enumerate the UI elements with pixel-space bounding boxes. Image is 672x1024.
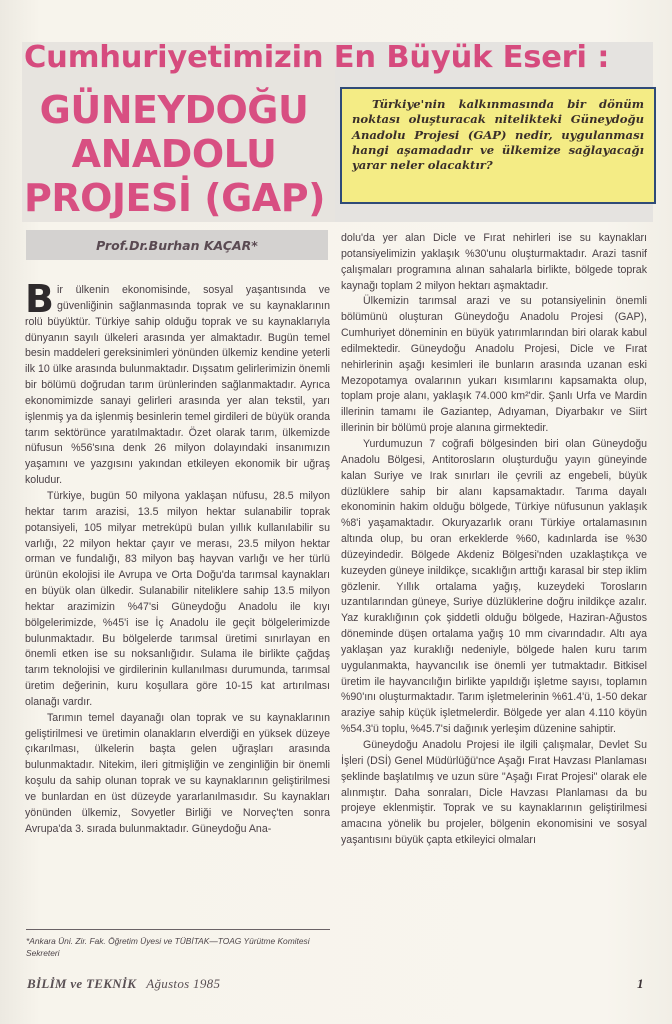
paragraph: dolu'da yer alan Dicle ve Fırat nehirleri ise su kaynakları potansiyelimizin yaklaşık %30'unu oluşturmaktadır. Arazi tasnif çalışmaları programına alınan sahalarla birlikte, bölgede toprak kaynağı toplam 2 milyon hektarı aşmaktadır. [341,232,647,292]
super-title: Cumhuriyetimizin En Büyük Eseri : [24,40,610,75]
footer-magazine [27,976,220,992]
left-column [25,277,330,838]
magazine-name: BİLİM ve TEKNİK [27,976,137,991]
drop-cap: B [25,277,54,321]
paragraph: Türkiye, bugün 50 milyona yaklaşan nüfusu, 28.5 milyon hektar tarım arazisi, 13.5 milyon hektar sulanabilir toprak potansiyeli, 105 milyar metreküpü bulan yıllık kullanılabilir su varlığı, 22 milyon hektar çayır ve merası, 23.5 milyon hektar orman ve fundalığı, 83 milyon baş hayvan varlığı ve her türlü ürünün ekolojisi ile Avrupa ve Orta Doğu'da tarımsal kaynakları en büyük olan ülkedir. Sulanabilir niteliklere sahip 13.5 milyon hektar arazimizin %47'si Güneydoğu Anadolu ile kıyı bölgelerimizde, %45'i ise İç Anadolu ile geçit bölgelerimizde bulunmaktadır. Bu bölgelerde tarımsal üretimi sınırlayan en önemli etken ise su noksanlığıdır. Sulama ile birlikte çağdaş tarım teknolojisi ve girdilerinin kullanılması durumunda, tarımsal üretim değerinin, kuru koşullara göre 10-15 kat artırılması olanağı vardır. [25,489,330,708]
footnote-divider [26,929,330,930]
author-byline: Prof.Dr.Burhan KAÇAR* [96,238,258,253]
main-title-line-1: GÜNEYDOĞU [39,88,309,132]
intro-box: Türkiye'nin kalkınmasında bir dönüm noktası oluşturacak nitelikteki Güneydoğu Anadolu Projesi (GAP) nedir, uygulanması hangi aşamadadır ve ülkemize sağlayacağı yarar neler olacaktır? [340,87,656,204]
footnote: *Ankara Üni. Zir. Fak. Öğretim Üyesi ve TÜBİTAK—TOAG Yürütme Komitesi Sekreteri [26,936,310,958]
right-column [341,231,647,849]
paragraph: Tarımın temel dayanağı olan toprak ve su kaynaklarının geliştirilmesi ve üretimin olanakların elverdiği en yüksek düzeye çıkarılması, ülkelerin başta gelen uğraşları arasında bulunmaktadır. Nitekim, ileri gitmişliğin ve zenginliğin bir önemli koşulu da sahip olunan toprak ve su kaynaklarının geliştirilmesi ve bunlardan en üst düzeyde yararlanılmasıdır. Su kaynakları yönünden ülkemiz, Sovyetler Birliği ve Norveç'ten sonra Avrupa'da 3. sırada bulunmaktadır. Güneydoğu Ana- [25,711,330,835]
main-title-line-3: PROJESİ (GAP) [24,176,325,220]
paragraph: Yurdumuzun 7 coğrafi bölgesinden biri olan Güneydoğu Anadolu Bölgesi, Antitorosların oluşturduğu yayın güneyinde kalan Suriye ve Irak sınırları ile çevrili az engebeli, büyük düzlüklere sahip bir alanı kapsamaktadır. Tarıma dayalı ekonominin hakim olduğu bölgede, Türkiye nüfusunun yaklaşık %8'i yaşamaktadır. Okuryazarlık oranı Türkiye ortalamasının altında olup, bu oran erkeklerde %60, kadınlarda ise %30 düzeyindedir. Bölgede Akdeniz Bölgesi'nden uzaklaştıkça ve kuzeyden güneye inildikçe, sıcaklığın arttığı karasal bir step iklim gözlenir. Yıllık ortalama yağış, kuzeydeki Torosların uzantılarından güneye, Suriye düzlüklerine doğru inildikçe azalır. Yaz kuraklığının çok şiddetli olduğu bölgede, Haziran-Ağustos döneminde düşen ortalama yağış 10 mm civarındadır. Altı aya yaklaşan yaz kuraklığı nedeniyle, bölgede halen kuru tarım uygulanmakta, hayvancılık ise önemli yer tutmaktadır. Bitkisel üretim ile hayvancılığın birlikte yapıldığı işletme sayısı, toplamın %90'ını oluşturmaktadır. Tarım işletmelerinin %61.4'ü, 1-50 dekar araziye sahip küçük işletmelerdir. Bölgede yer alan 4.110 köyün %54.3'ü toplu, %45.7'si dağınık yerleşim düzenine sahiptir. [341,437,647,736]
paragraph-text: ir ülkenin ekonomisinde, sosyal yaşantısında ve güvenliğinin sağlanmasında toprak ve su kaynaklarının rolü büyüktür. Türkiye sahip olduğu toprak ve su kaynaklarıyla dünyanın sayılı ülkeleri arasında yer almaktadır. Bugün temel besin maddeleri gereksinimleri yönünden ülkemiz kendine yeterli ilk 10 ülke arasında bulunmaktadır. Dışsatım gelirlerimizin önemli bir bölümü doğrudan tarım ürünlerinden sağlanmaktadır. Ayrıca ekonomimizde sanayi gelirleri arasında yer alan tekstil, yarı işlenmiş ya da işlenmiş besinlerin temel girdileri de büyük oranda tarım sektörünce yaratılmaktadır. Özet olarak tarım, ülkemizde nüfusun %56'sına denk 26 milyon dolayındaki insanımızın yaşamını ve yazgısını yakından etkileyen ekonomik bir uğraş koludur. [25,284,330,487]
main-title [24,88,324,220]
main-title-line-2: ANADOLU [71,132,277,176]
issue-date: Ağustos 1985 [146,976,221,991]
paragraph: Ülkemizin tarımsal arazi ve su potansiyelinin önemli bölümünü oluşturan Güneydoğu Anadolu Projesi (GAP), Cumhuriyet döneminin en büyük yatırımlarından biri olarak kabul edilmektedir. Güneydoğu Anadolu Projesi, Dicle ve Fırat nehirlerinin aşağı kesimleri ile bunların arasında uzanan eski Mezopotamya ovalarının yukarı kısımlarını kapsamakta olup, toplam proje alanı, yaklaşık 74.000 km²'dir. Şanlı Urfa ve Mardin illerinin tamamı ile Gaziantep, Adıyaman, Diyarbakır ve Siirt illerinin bir bölümü proje alanına girmektedir. [341,295,647,435]
paragraph [25,277,330,489]
paragraph: Güneydoğu Anadolu Projesi ile ilgili çalışmalar, Devlet Su İşleri (DSİ) Genel Müdürlüğü'nce Aşağı Fırat Havzası Planlaması şeklinde başlatılmış ve uzun süre "Aşağı Fırat Projesi" olarak ele alınmıştır. Daha sonraları, Dicle Havzası Planlaması da bu projeye eklenmiştir. Toprak ve su kaynaklarının geliştirilmesi amacına yönelik bu projeler, bölgenin ekonomisini ve sosyal yaşantısını büyük çapta etkileyici olmaları [341,739,647,847]
page-number: 1 [637,976,644,991]
